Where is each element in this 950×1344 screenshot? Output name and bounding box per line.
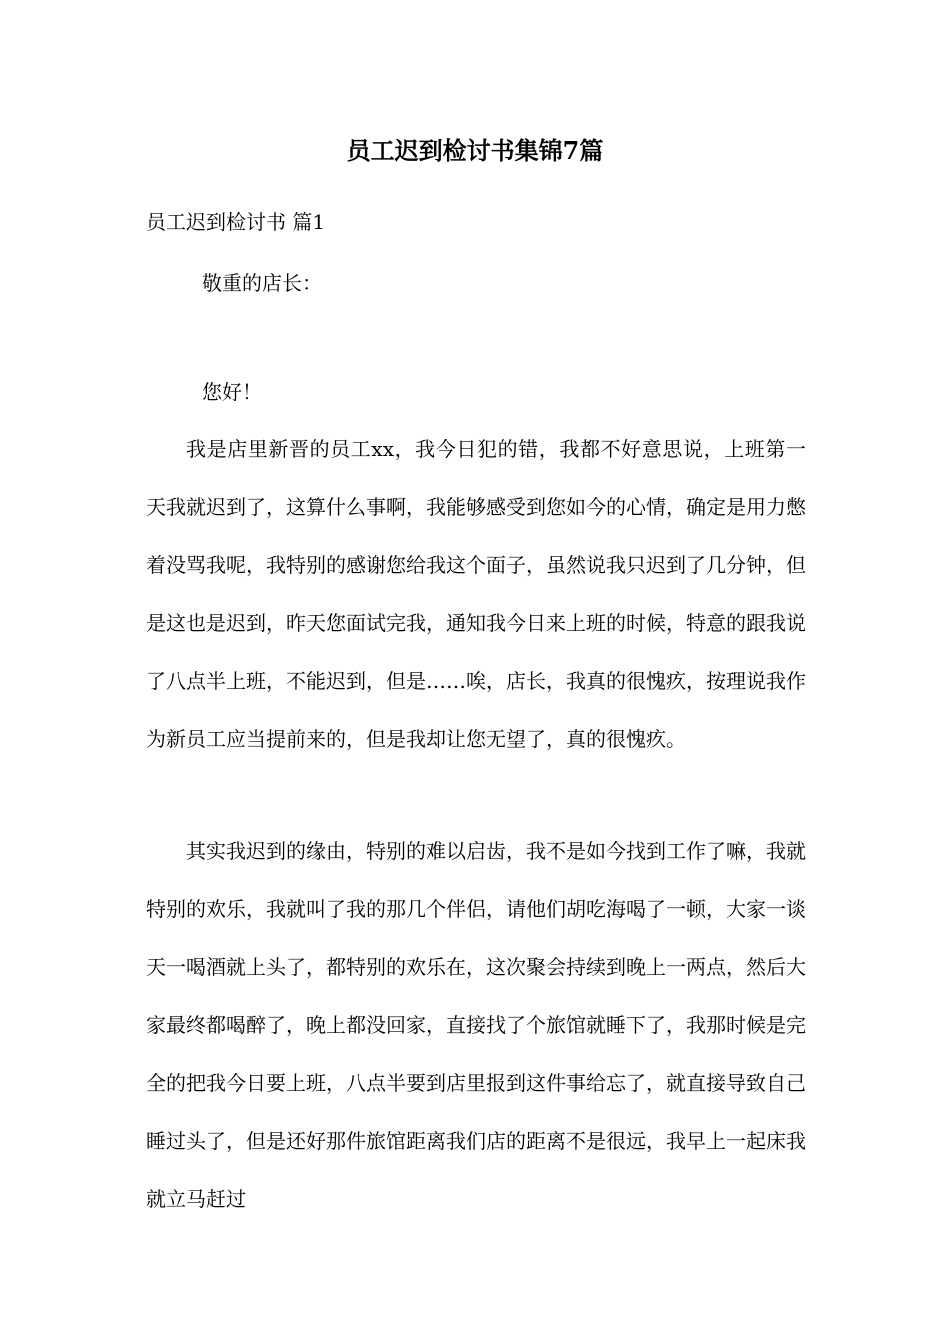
body-paragraph: 其实我迟到的缘由，特别的难以启齿，我不是如今找到工作了嘛，我就特别的欢乐，我就叫了我的那几个伴侣，请他们胡吃海喝了一顿，大家一谈天一喝酒就上头了，都特别的欢乐在，这次聚会持续到晚上一两点，然后大家最终都喝醉了，晚上都没回家，直接找了个旅馆就睡下了，我那时候是完全的把我今日要上班，八点半要到店里报到这件事给忘了，就直接导致自己睡过头了，但是还好那件旅馆距离我们店的距离不是很远，我早上一起床我就立马赶过: [146, 839, 806, 1211]
salutation: 敬重的店长：: [202, 271, 322, 295]
document-title: 员工迟到检讨书集锦7篇: [346, 136, 604, 165]
body-paragraph: 我是店里新晋的员工xx，我今日犯的错，我都不好意思说，上班第一天我就迟到了，这算什么事啊，我能够感受到您如今的心情，确定是用力憋着没骂我呢，我特别的感谢您给我这个面子，虽然说我只迟到了几分钟，但是这也是迟到，昨天您面试完我，通知我今日来上班的时候，特意的跟我说了八点半上班，不能迟到，但是……唉，店长，我真的很愧疚，按理说我作为新员工应当提前来的，但是我却让您无望了，真的很愧疚。: [146, 437, 806, 751]
section-heading: 员工迟到检讨书 篇1: [146, 210, 326, 234]
greeting: 您好！: [202, 380, 262, 404]
